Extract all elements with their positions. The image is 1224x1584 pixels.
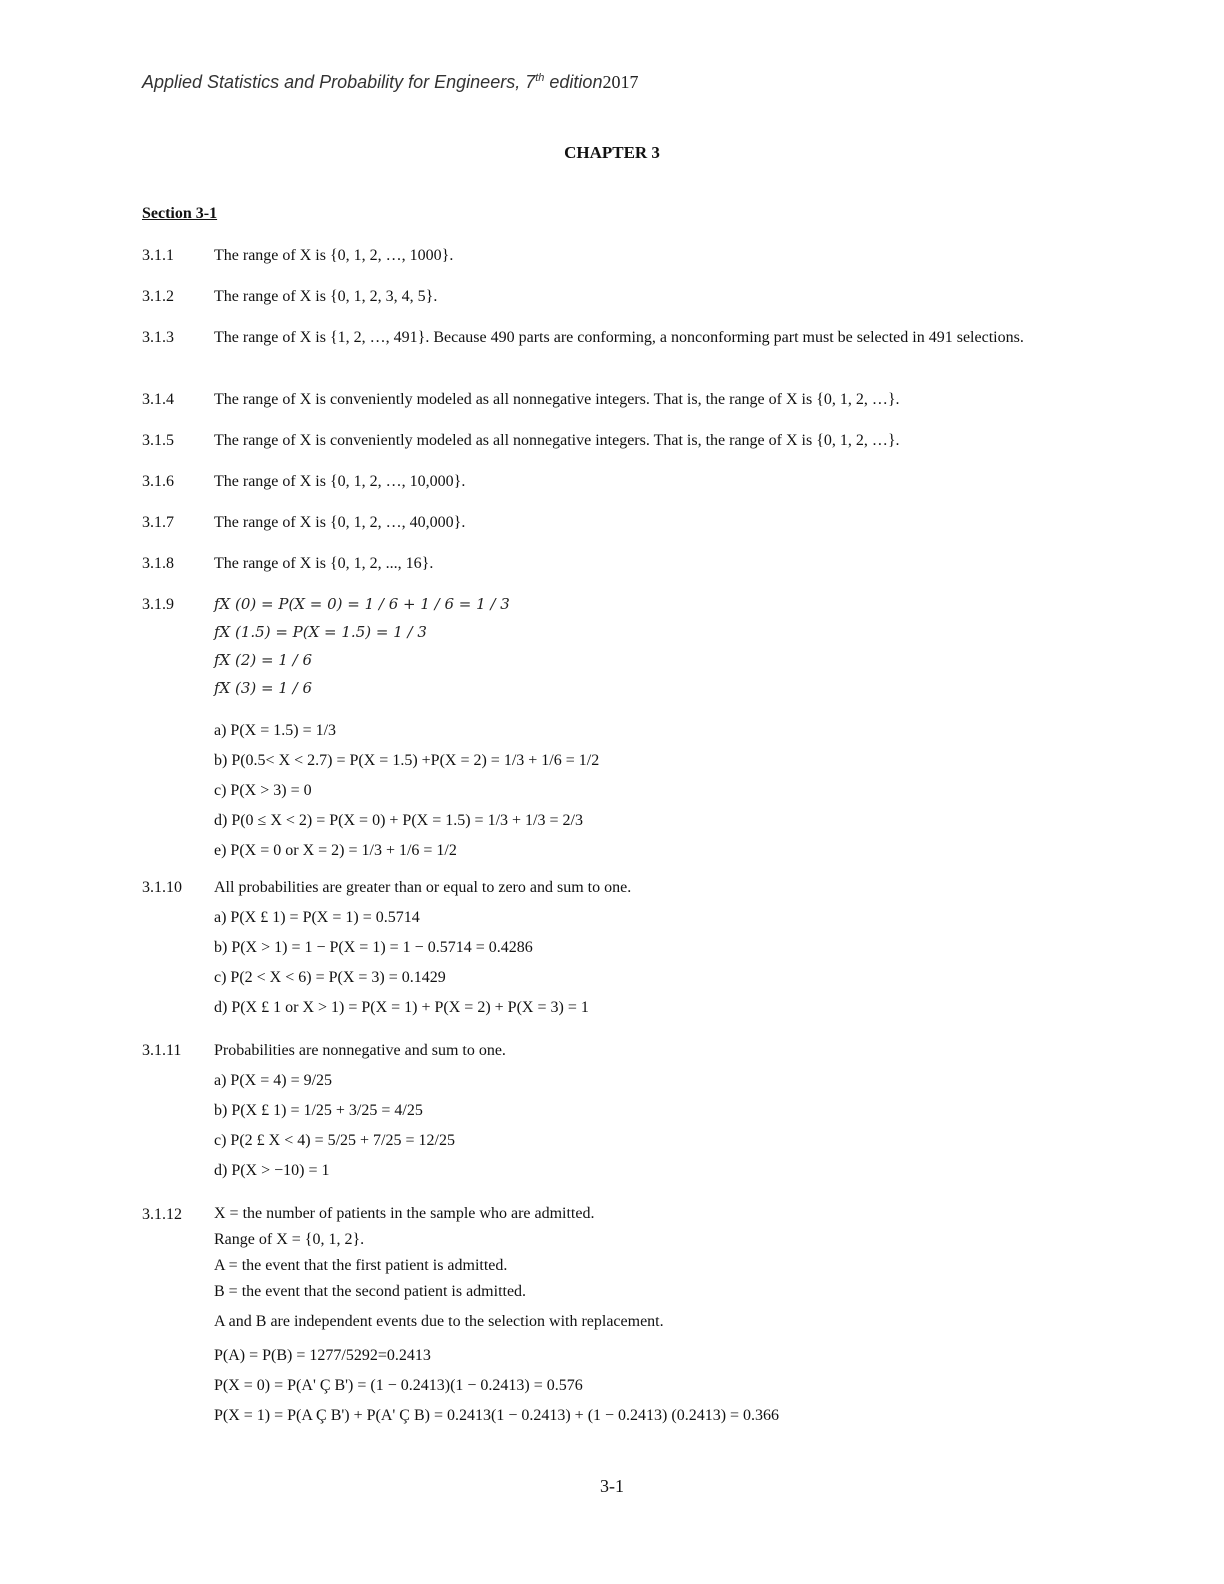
problem-text: The range of X is {0, 1, 2, 3, 4, 5}. [214, 288, 438, 305]
part-d: d) P(X > −10) = 1 [214, 1162, 330, 1179]
problem-number: 3.1.5 [142, 432, 174, 449]
problem-intro: Probabilities are nonnegative and sum to one. [214, 1042, 506, 1059]
definition-line: A = the event that the first patient is admitted. [214, 1257, 508, 1274]
part-c: c) P(2 £ X < 4) = 5/25 + 7/25 = 12/25 [214, 1132, 455, 1149]
problem-text: The range of X is {0, 1, 2, …, 1000}. [214, 247, 454, 264]
part-a: a) P(X = 4) = 9/25 [214, 1072, 333, 1089]
problem-3-1-5 [142, 430, 1082, 451]
problem-text: The range of X is {0, 1, 2, …, 10,000}. [214, 473, 466, 490]
problem-text: The range of X is conveniently modeled as all nonnegative integers. That is, the range of X is {0, 1, 2, …}. [214, 432, 900, 449]
independence-note: A and B are independent events due to the selection with replacement. [214, 1313, 664, 1330]
problem-3-1-6 [142, 471, 1082, 492]
page-number: 3-1 [600, 1476, 624, 1496]
problem-number: 3.1.12 [142, 1206, 182, 1223]
part-b: b) P(0.5< X < 2.7) = P(X = 1.5) +P(X = 2) = 1/3 + 1/6 = 1/2 [214, 752, 600, 769]
part-d: d) P(X £ 1 or X > 1) = P(X = 1) + P(X = 2) + P(X = 3) = 1 [214, 999, 589, 1016]
part-a: a) P(X = 1.5) = 1/3 [214, 722, 337, 739]
header-title-prefix: Applied Statistics and Probability for Engineers, 7 [142, 72, 536, 92]
problem-3-1-1 [142, 245, 1082, 266]
part-e: e) P(X = 0 or X = 2) = 1/3 + 1/6 = 1/2 [214, 842, 457, 859]
problem-number: 3.1.2 [142, 288, 174, 305]
calculation-line: P(X = 1) = P(A Ç B') + P(A' Ç B) = 0.2413(1 − 0.2413) + (1 − 0.2413) (0.2413) = 0.366 [214, 1407, 780, 1424]
definition-line: Range of X = {0, 1, 2}. [214, 1231, 365, 1248]
problem-3-1-7 [142, 512, 1082, 533]
problem-number: 3.1.9 [142, 596, 174, 613]
problem-3-1-2 [142, 286, 1082, 307]
problem-number: 3.1.1 [142, 247, 174, 264]
problem-number: 3.1.6 [142, 473, 174, 490]
part-c: c) P(2 < X < 6) = P(X = 3) = 0.1429 [214, 969, 446, 986]
part-a: a) P(X £ 1) = P(X = 1) = 0.5714 [214, 909, 420, 926]
part-b: b) P(X £ 1) = 1/25 + 3/25 = 4/25 [214, 1102, 423, 1119]
pmf-equation: fX (3) = 1 / 6 [214, 679, 313, 697]
chapter-title: CHAPTER 3 [564, 143, 660, 162]
section-heading: Section 3-1 [142, 205, 218, 222]
definition-line: X = the number of patients in the sample who are admitted. [214, 1205, 595, 1222]
problem-3-1-12 [142, 1201, 1082, 1431]
problem-3-1-4 [142, 389, 1082, 410]
problem-intro: All probabilities are greater than or equal to zero and sum to one. [214, 879, 632, 896]
problem-number: 3.1.4 [142, 391, 174, 408]
problem-text: The range of X is {1, 2, …, 491}. Because 490 parts are conforming, a nonconforming part must be selected in 491 selections. [214, 329, 1024, 346]
calculation-line: P(A) = P(B) = 1277/5292=0.2413 [214, 1347, 431, 1364]
problem-number: 3.1.10 [142, 879, 182, 896]
header-title-suffix: edition [544, 72, 603, 92]
problem-number: 3.1.11 [142, 1042, 182, 1059]
problem-number: 3.1.7 [142, 514, 174, 531]
pmf-equation: fX (0) = P(X = 0) = 1 / 6 + 1 / 6 = 1 / 3 [214, 595, 510, 613]
problem-3-1-10 [142, 873, 1082, 1023]
problem-3-1-11 [142, 1036, 1082, 1186]
problem-number: 3.1.3 [142, 329, 174, 346]
problem-3-1-3 [142, 327, 1082, 348]
pmf-equation: fX (1.5) = P(X = 1.5) = 1 / 3 [214, 623, 427, 641]
part-c: c) P(X > 3) = 0 [214, 782, 312, 799]
header-year: 2017 [602, 72, 639, 92]
part-b: b) P(X > 1) = 1 − P(X = 1) = 1 − 0.5714 = 0.4286 [214, 939, 533, 956]
problem-text: The range of X is {0, 1, 2, ..., 16}. [214, 555, 434, 572]
problem-3-1-8 [142, 553, 1082, 574]
pmf-equation: fX (2) = 1 / 6 [214, 651, 313, 669]
document-header [142, 72, 638, 93]
problem-text: The range of X is conveniently modeled as all nonnegative integers. That is, the range of X is {0, 1, 2, …}. [214, 391, 900, 408]
part-d: d) P(0 ≤ X < 2) = P(X = 0) + P(X = 1.5) = 1/3 + 1/3 = 2/3 [214, 812, 583, 829]
problem-number: 3.1.8 [142, 555, 174, 572]
header-title-sup: th [535, 72, 545, 84]
problem-text: The range of X is {0, 1, 2, …, 40,000}. [214, 514, 466, 531]
calculation-line: P(X = 0) = P(A' Ç B') = (1 − 0.2413)(1 − 0.2413) = 0.576 [214, 1377, 583, 1394]
definition-line: B = the event that the second patient is admitted. [214, 1283, 527, 1300]
problem-3-1-9 [142, 590, 1082, 866]
